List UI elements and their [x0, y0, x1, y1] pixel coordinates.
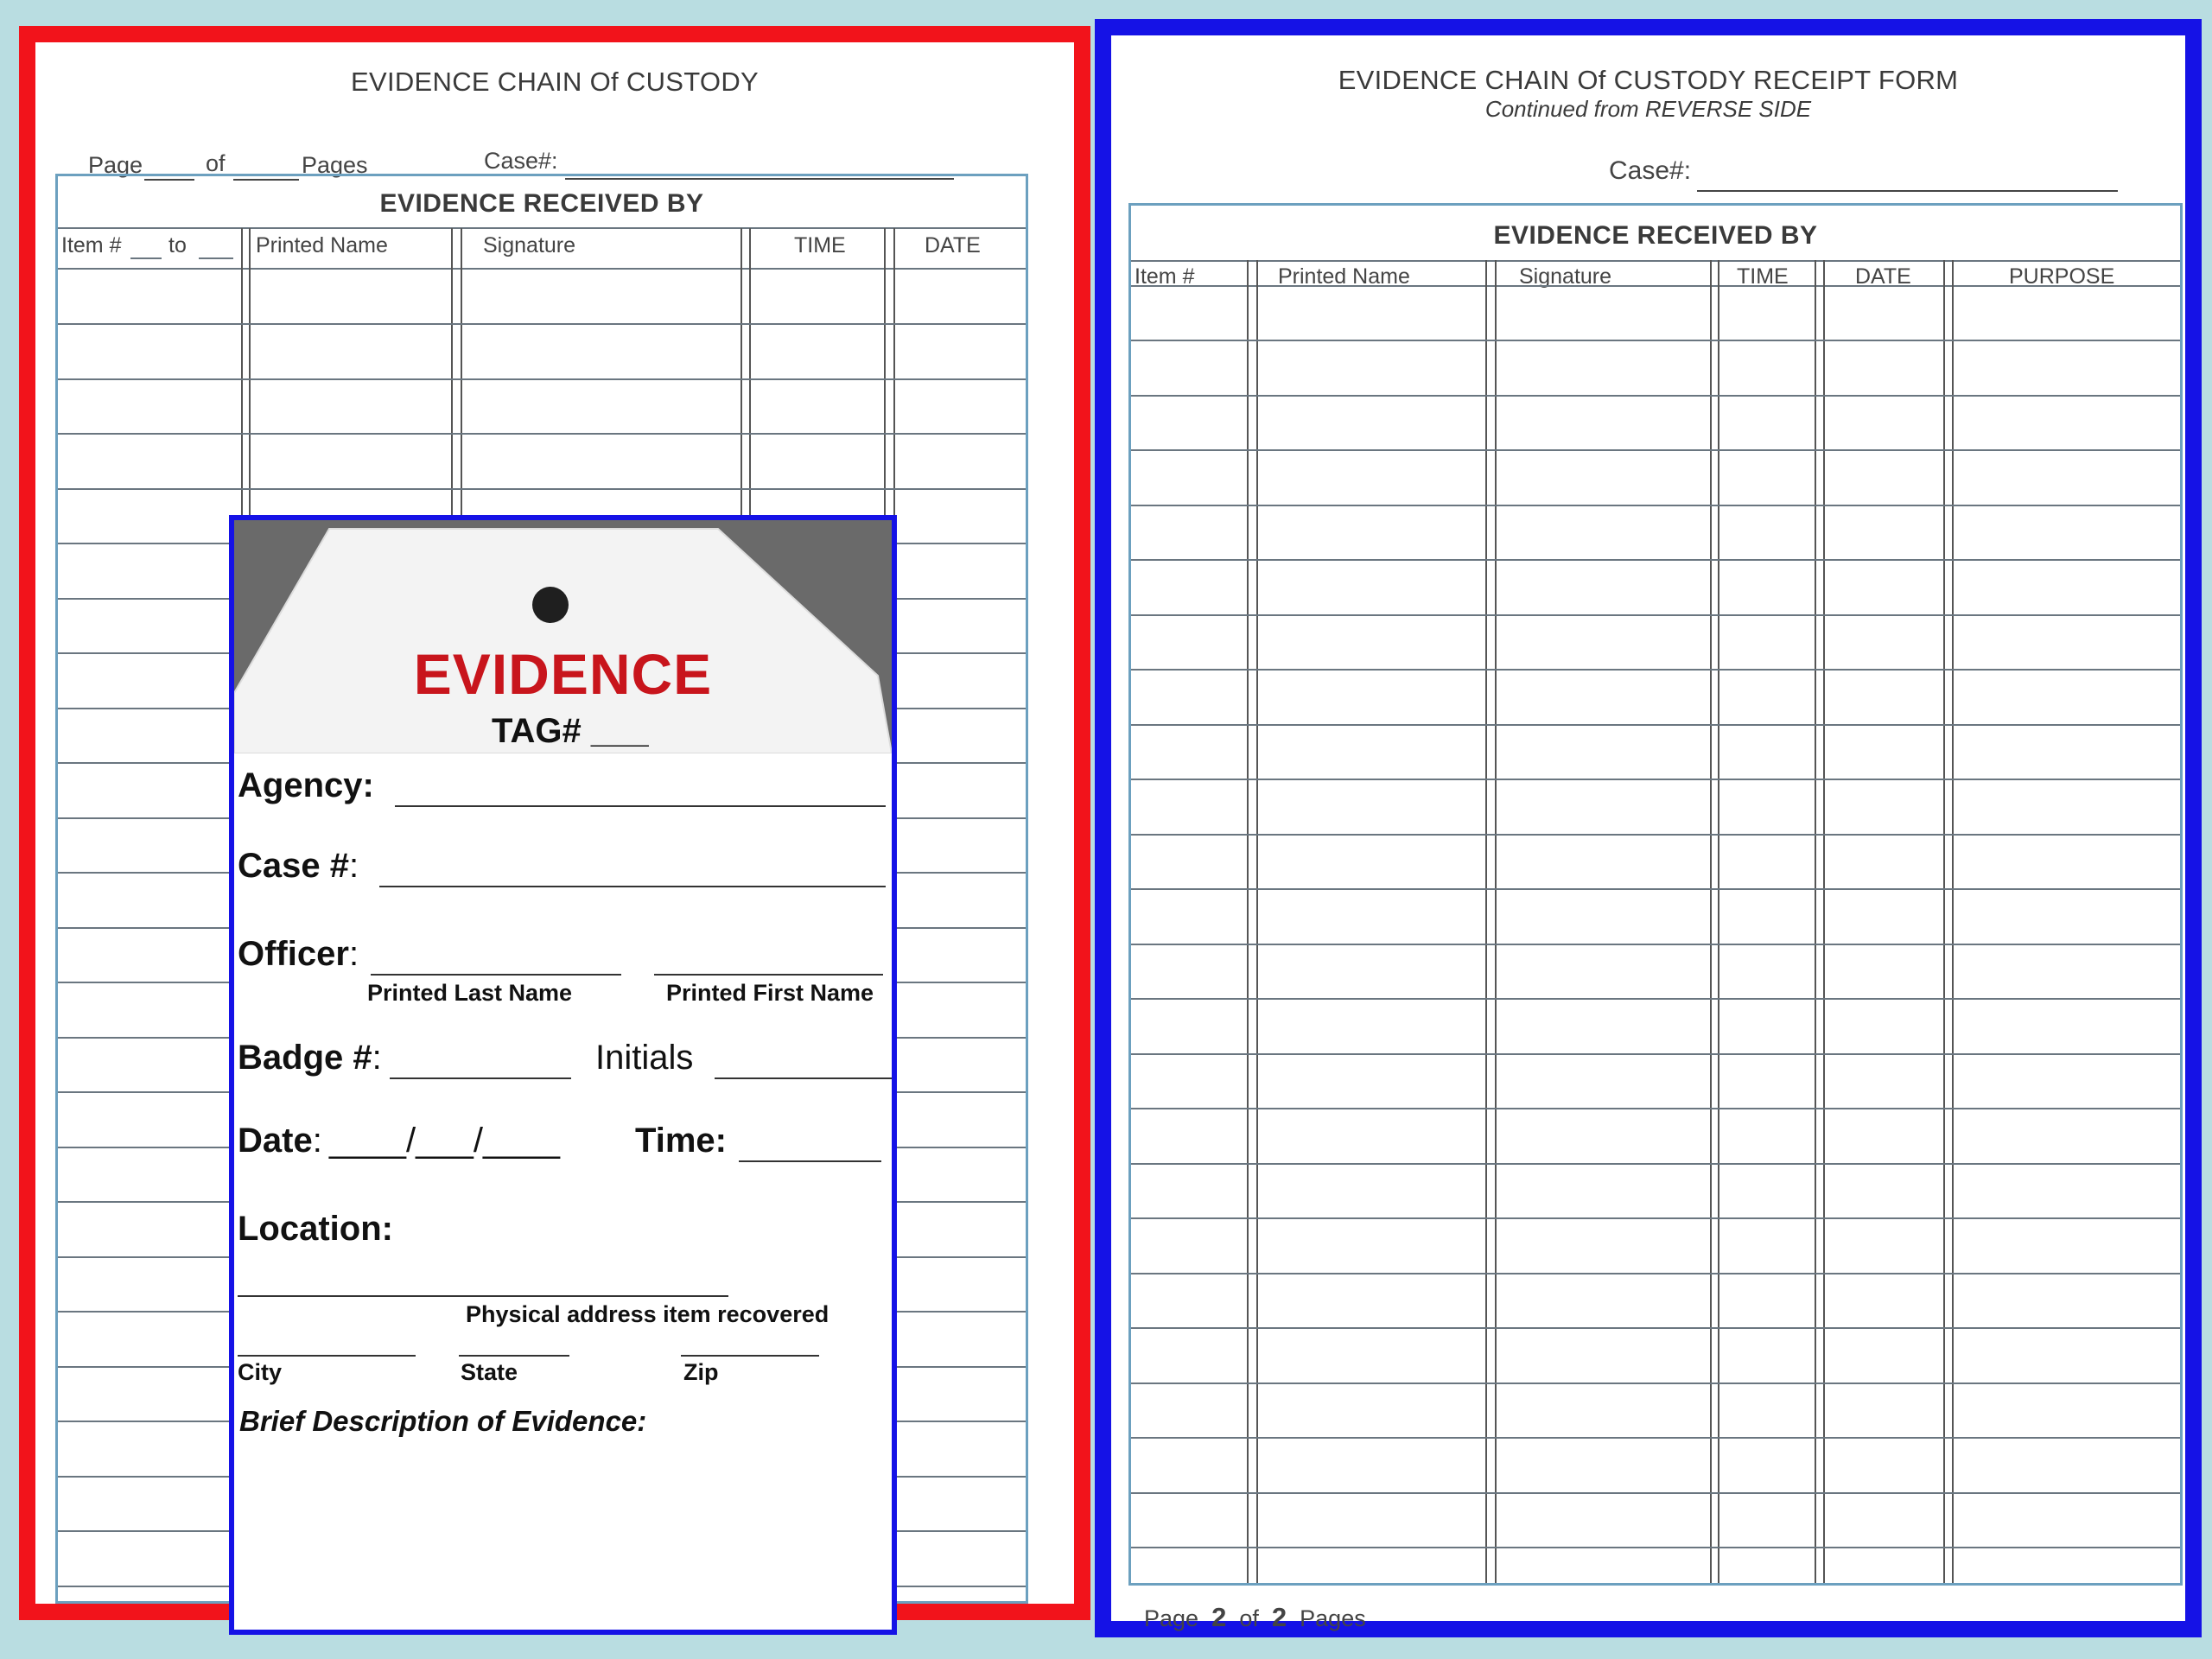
table-header-bottom [1131, 285, 2180, 287]
zip-field[interactable] [681, 1355, 819, 1357]
agency-field[interactable] [395, 805, 886, 807]
table-row-line [58, 323, 1026, 325]
table-header-line [1131, 260, 2180, 262]
item-to-field[interactable] [199, 257, 233, 259]
time-field[interactable] [739, 1160, 881, 1162]
city-field[interactable] [238, 1355, 416, 1357]
col-divider [1823, 260, 1825, 1583]
pages-label: Pages [302, 152, 368, 178]
initials-label: Initials [595, 1039, 694, 1077]
tag-header [234, 520, 892, 753]
col-divider [1718, 260, 1719, 1583]
col-divider [1247, 260, 1249, 1583]
case-field[interactable] [379, 886, 886, 887]
col-date: DATE [925, 233, 981, 257]
table-title: EVIDENCE RECEIVED BY [379, 189, 704, 218]
badge-label: Badge #: [238, 1039, 382, 1077]
table-row-line [1131, 1492, 2180, 1494]
col-divider [1952, 260, 1954, 1583]
col-divider [1485, 260, 1487, 1583]
case-label: Case#: [484, 148, 558, 174]
printed-last-name-label: Printed Last Name [367, 980, 573, 1006]
table-row-line [1131, 888, 2180, 890]
badge-field[interactable] [390, 1077, 571, 1079]
table-row-line [58, 433, 1026, 435]
footer-page-label: Page [1144, 1605, 1199, 1631]
date-label: Date: [238, 1122, 322, 1160]
footer-total-pages: 2 [1271, 1602, 1287, 1632]
table-row-line [1131, 505, 2180, 506]
table-row-line [1131, 614, 2180, 616]
table-row-line [1131, 834, 2180, 836]
description-label: Brief Description of Evidence: [239, 1405, 647, 1437]
col-divider [1495, 260, 1497, 1583]
printed-first-name-label: Printed First Name [666, 980, 874, 1006]
col-time: TIME [1737, 264, 1789, 289]
officer-label: Officer: [238, 935, 359, 973]
tag-number-label: TAG# ___ [492, 712, 649, 750]
table-header-line [58, 227, 1026, 229]
page-label: Page [88, 152, 143, 178]
col-divider [1943, 260, 1945, 1583]
table-row-line [1131, 1217, 2180, 1219]
case-label: Case#: [1609, 156, 1692, 185]
right-custody-receipt-form [1095, 19, 2202, 1637]
col-time: TIME [794, 233, 846, 257]
left-custody-form [19, 26, 1090, 1620]
date-field[interactable]: ____/___/____ [329, 1122, 560, 1160]
col-date: DATE [1855, 264, 1911, 289]
table-row-line [1131, 1053, 2180, 1055]
col-divider [1710, 260, 1712, 1583]
table-row-line [1131, 449, 2180, 451]
evidence-title: EVIDENCE [413, 642, 713, 706]
state-label: State [461, 1359, 518, 1385]
table-row-line [1131, 1108, 2180, 1109]
col-signature: Signature [1519, 264, 1612, 289]
table-row-line [1131, 1163, 2180, 1165]
footer-of-label: of [1239, 1605, 1259, 1631]
table-row-line [1131, 779, 2180, 780]
agency-label: Agency: [238, 766, 374, 804]
table-row-line [1131, 1547, 2180, 1548]
col-divider [1256, 260, 1258, 1583]
table-row-line [1131, 1327, 2180, 1329]
col-item: Item # [1135, 264, 1195, 289]
table-header-bottom [58, 268, 1026, 270]
location-label: Location: [238, 1210, 393, 1248]
evidence-tag-card [229, 515, 897, 1635]
case-number-field[interactable] [1697, 190, 2118, 192]
right-form-subtitle: Continued from REVERSE SIDE [1484, 96, 1812, 122]
state-field[interactable] [459, 1355, 569, 1357]
col-printed-name: Printed Name [1278, 264, 1410, 289]
tag-hole [532, 587, 569, 623]
table-row-line [58, 488, 1026, 490]
table-row-line [1131, 395, 2180, 397]
description-area[interactable] [239, 1453, 886, 1626]
col-to: to [168, 233, 187, 257]
page-footer [1144, 1602, 1366, 1633]
table-row-line [1131, 1382, 2180, 1384]
of-label: of [206, 150, 226, 176]
right-form-title: EVIDENCE CHAIN Of CUSTODY RECEIPT FORM [1338, 65, 1959, 95]
officer-last-name-field[interactable] [371, 974, 621, 976]
footer-pages-label: Pages [1300, 1605, 1366, 1631]
table-title: EVIDENCE RECEIVED BY [1493, 221, 1818, 250]
officer-first-name-field[interactable] [654, 974, 883, 976]
city-label: City [238, 1359, 283, 1385]
initials-field[interactable] [715, 1077, 892, 1079]
table-row-line [1131, 944, 2180, 945]
address-field[interactable] [238, 1295, 728, 1297]
zip-label: Zip [683, 1359, 719, 1385]
table-row-line [1131, 1437, 2180, 1439]
evidence-received-table [1128, 203, 2183, 1586]
table-row-line [1131, 998, 2180, 1000]
table-row-line [1131, 669, 2180, 671]
table-row-line [1131, 340, 2180, 341]
item-from-field[interactable] [130, 257, 162, 259]
table-row-line [1131, 724, 2180, 726]
case-label: Case #: [238, 847, 359, 885]
time-label: Time: [635, 1122, 727, 1160]
physical-address-label: Physical address item recovered [466, 1301, 830, 1327]
col-item: Item # [61, 233, 122, 257]
col-divider [1815, 260, 1816, 1583]
table-row-line [1131, 1273, 2180, 1274]
col-signature: Signature [483, 233, 576, 257]
table-row-line [1131, 559, 2180, 561]
col-printed-name: Printed Name [256, 233, 388, 257]
left-form-title: EVIDENCE CHAIN Of CUSTODY [350, 67, 759, 97]
table-row-line [58, 378, 1026, 380]
col-purpose: PURPOSE [2009, 264, 2115, 289]
footer-page-number: 2 [1211, 1602, 1227, 1632]
